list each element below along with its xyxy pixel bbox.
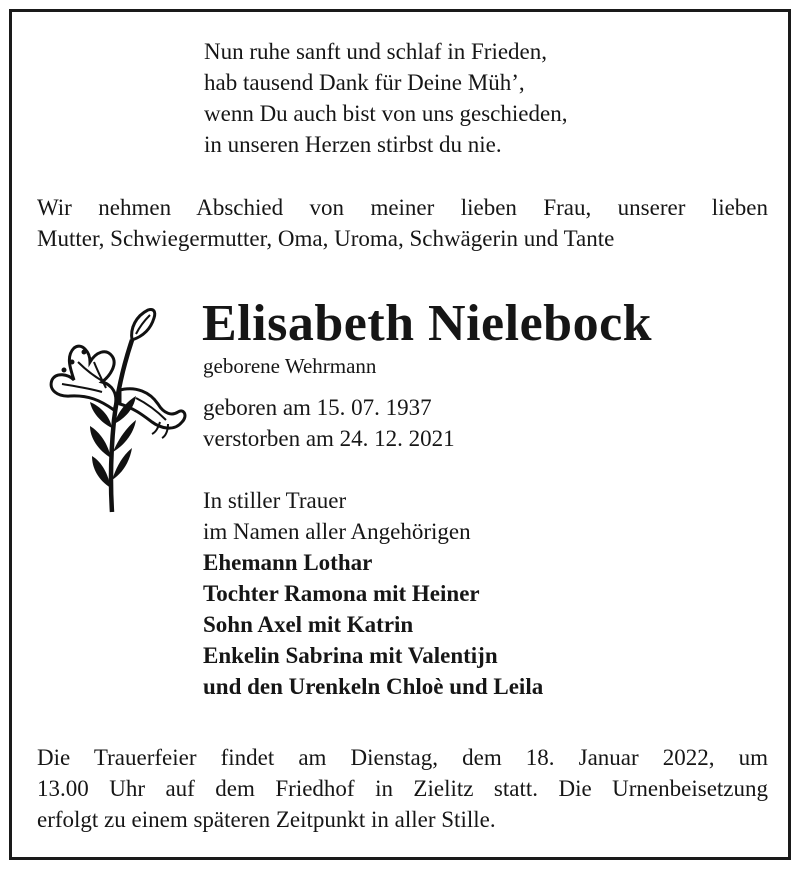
mourner-name: Ehemann Lothar bbox=[203, 550, 373, 575]
mourner-name: Sohn Axel mit Katrin bbox=[203, 612, 414, 637]
intro-line: Wir nehmen Abschied von meiner lieben Frau, unserer lieben bbox=[37, 195, 768, 220]
mourning-line: im Namen aller Angehörigen bbox=[203, 519, 471, 544]
life-dates bbox=[203, 392, 455, 454]
service-line: 13.00 Uhr auf dem Friedhof in Zielitz statt. Die Urnenbeisetzung bbox=[37, 776, 768, 801]
mourning-line: In stiller Trauer bbox=[203, 488, 347, 513]
poem-line: hab tausend Dank für Deine Müh’, bbox=[204, 70, 525, 95]
poem-line: wenn Du auch bist von uns geschieden, bbox=[204, 101, 568, 126]
mourners-block bbox=[203, 485, 543, 702]
service-line: Die Trauerfeier findet am Dienstag, dem 18. Januar 2022, um bbox=[37, 745, 768, 770]
obituary-notice bbox=[9, 9, 791, 860]
maiden-name: geborene Wehrmann bbox=[203, 354, 377, 378]
intro-line: Mutter, Schwiegermutter, Oma, Uroma, Schwägerin und Tante bbox=[37, 226, 615, 251]
poem-line: Nun ruhe sanft und schlaf in Frieden, bbox=[204, 39, 548, 64]
death-date: verstorben am 24. 12. 2021 bbox=[203, 426, 455, 451]
birth-date: geboren am 15. 07. 1937 bbox=[203, 395, 432, 420]
mourner-name: und den Urenkeln Chloè und Leila bbox=[203, 674, 544, 699]
lily-flower-icon bbox=[40, 300, 190, 518]
poem-line: in unseren Herzen stirbst du nie. bbox=[204, 132, 502, 157]
funeral-service-info bbox=[37, 742, 768, 835]
mourner-name: Enkelin Sabrina mit Valentijn bbox=[203, 643, 498, 668]
farewell-intro bbox=[37, 192, 768, 254]
service-line: erfolgt zu einem späteren Zeitpunkt in aller Stille. bbox=[37, 807, 496, 832]
deceased-name: Elisabeth Nielebock bbox=[202, 295, 653, 352]
memorial-poem bbox=[204, 36, 567, 160]
mourner-name: Tochter Ramona mit Heiner bbox=[203, 581, 480, 606]
